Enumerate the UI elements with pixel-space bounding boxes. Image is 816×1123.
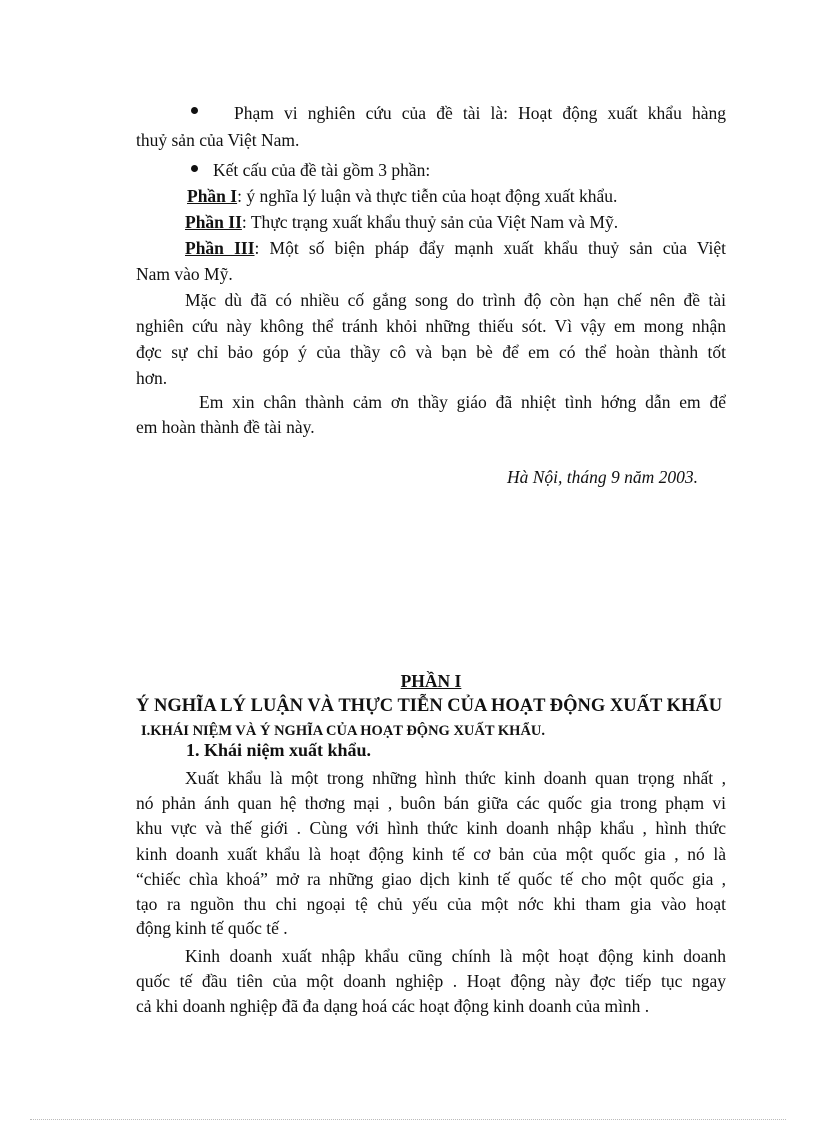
paragraph-line: kinh doanh xuất khẩu là hoạt động kinh tế cơ bản của một quốc gia , nó là [136, 844, 726, 864]
part3-text: : Một số biện pháp đẩy mạnh xuất khẩu thuỷ sản của Việt [254, 238, 726, 258]
paragraph-line: khu vực và thế giới . Cùng với hình thức kinh doanh nhập khẩu , hình thức [136, 818, 726, 838]
paragraph-line: Xuất khẩu là một trong những hình thức kinh doanh quan trọng nhất , [185, 768, 726, 788]
part1-text: : ý nghĩa lý luận và thực tiễn của hoạt động xuất khẩu. [237, 186, 618, 206]
paragraph-line: Kinh doanh xuất nhập khẩu cũng chính là một hoạt động kinh doanh [185, 946, 726, 966]
note-line: đợc sự chỉ bảo góp ý của thầy cô và bạn bè để em có thể hoàn thành tốt [136, 342, 726, 362]
thanks-line-cont: em hoàn thành đề tài này. [136, 417, 315, 437]
page-bottom-divider [30, 1119, 786, 1120]
part1-label: Phần I [187, 186, 238, 206]
note-line: nghiên cứu này không thể tránh khỏi những thiếu sót. Vì vậy em mong nhận [136, 316, 726, 336]
part2-text: : Thực trạng xuất khẩu thuỷ sản của Việt Nam và Mỹ. [241, 212, 619, 232]
note-line: hơn. [136, 368, 168, 388]
part3-entry [185, 236, 726, 260]
note-line: Mặc dù đã có nhiều cố gắng song do trình độ còn hạn chế nên đề tài [185, 290, 726, 310]
subsection-heading: 1. Khái niệm xuất khẩu. [186, 740, 372, 760]
part3-label: Phần III [185, 238, 255, 258]
paragraph-line: tạo ra nguồn thu chi ngoại tệ chủ yếu của một nớc khi tham gia vào hoạt [136, 894, 726, 914]
bullet-icon [191, 165, 198, 172]
bullet-icon [191, 107, 198, 114]
paragraph-line: quốc tế đầu tiên của một doanh nghiệp . Hoạt động này đợc tiếp tục ngay [136, 971, 726, 991]
scope-line: Phạm vi nghiên cứu của đề tài là: Hoạt động xuất khẩu hàng [234, 103, 726, 123]
part2-entry [185, 210, 618, 234]
paragraph-line: nó phản ánh quan hệ thơng mại , buôn bán giữa các quốc gia trong phạm vi [136, 793, 726, 813]
structure-line: Kết cấu của đề tài gồm 3 phần: [213, 160, 431, 180]
part-heading: PHẦN I [400, 671, 462, 691]
paragraph-line: động kinh tế quốc tế . [136, 918, 288, 938]
paragraph-line: cả khi doanh nghiệp đã đa dạng hoá các hoạt động kinh doanh của mình . [136, 996, 650, 1016]
part-title: Ý NGHĨA LÝ LUẬN VÀ THỰC TIỄN CỦA HOẠT ĐỘNG XUẤT KHẨU [136, 696, 723, 716]
part3-entry-cont: Nam vào Mỹ. [136, 264, 233, 284]
paragraph-line: “chiếc chìa khoá” mở ra những giao dịch kinh tế quốc tế cho một quốc gia , [136, 869, 726, 889]
signature-date: Hà Nội, tháng 9 năm 2003. [507, 467, 699, 487]
thanks-line: Em xin chân thành cảm ơn thầy giáo đã nhiệt tình hớng dẫn em để [199, 392, 726, 412]
scope-line-cont: thuỷ sản của Việt Nam. [136, 130, 300, 150]
section-heading: I.KHÁI NIỆM VÀ Ý NGHĨA CỦA HOẠT ĐỘNG XUẤT KHẨU. [141, 723, 546, 739]
part2-label: Phần II [185, 212, 242, 232]
part1-entry [187, 184, 617, 208]
